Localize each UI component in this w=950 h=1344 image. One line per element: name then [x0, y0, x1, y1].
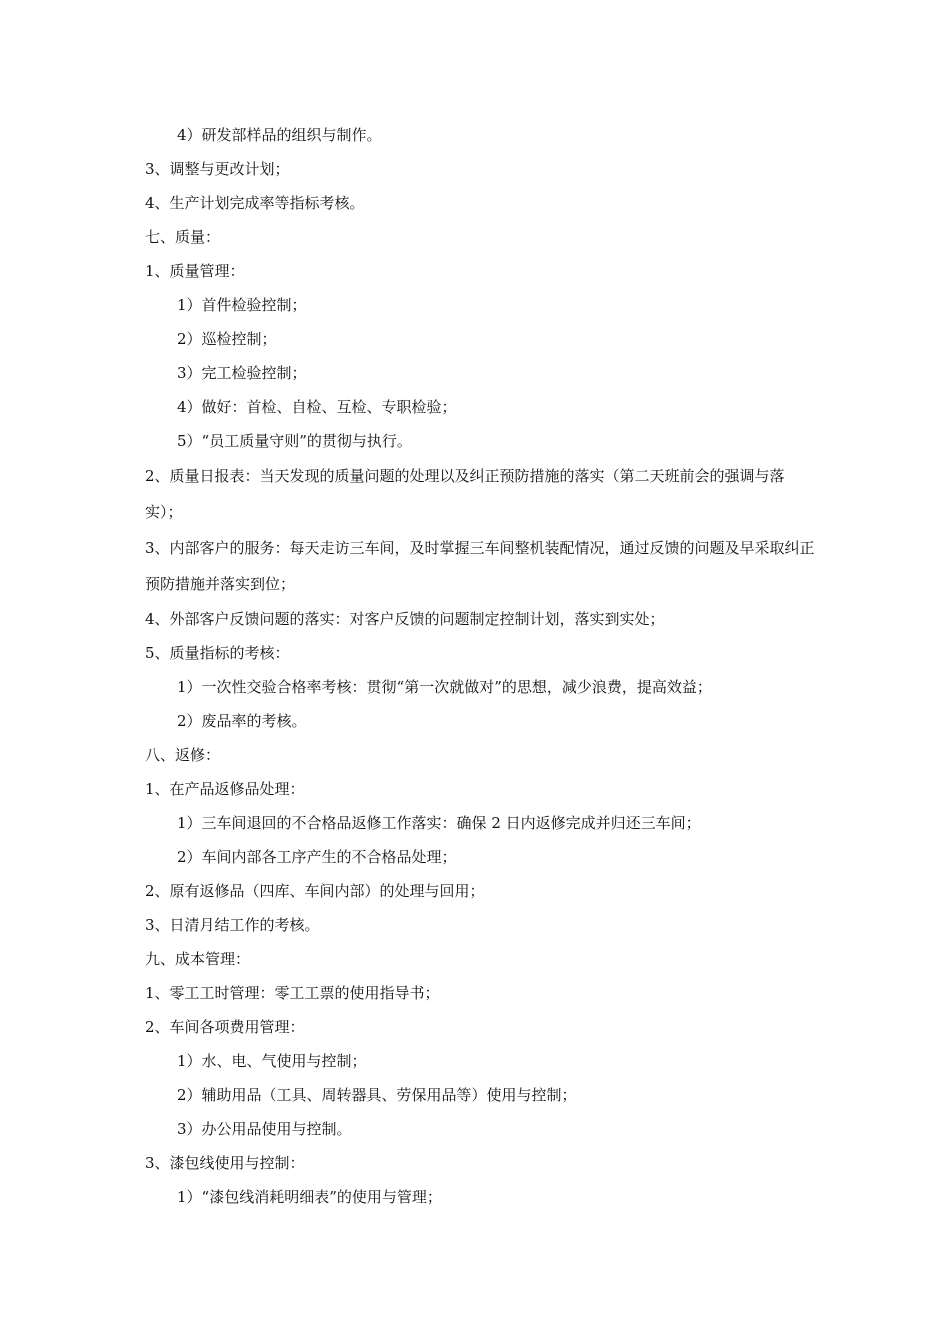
- list-item: 5）“员工质量守则”的贯彻与执行。: [177, 432, 412, 450]
- list-item: 1、在产品返修品处理：: [145, 780, 305, 798]
- list-item: 1）一次性交验合格率考核：贯彻“第一次就做对”的思想，减少浪费，提高效益；: [177, 678, 712, 696]
- list-item: 4、外部客户反馈问题的落实：对客户反馈的问题制定控制计划，落实到实处；: [145, 610, 665, 628]
- list-item: 4、生产计划完成率等指标考核。: [145, 194, 365, 212]
- list-item: 2）废品率的考核。: [177, 712, 307, 730]
- list-item: 3、日清月结工作的考核。: [145, 916, 320, 934]
- list-item: 1）“漆包线消耗明细表”的使用与管理；: [177, 1188, 442, 1206]
- section-heading: 七、质量：: [145, 228, 221, 246]
- list-item: 2、车间各项费用管理：: [145, 1018, 305, 1036]
- list-item: 4）研发部样品的组织与制作。: [177, 126, 382, 144]
- list-item: 1、质量管理：: [145, 262, 245, 280]
- list-item: 1）水、电、气使用与控制；: [177, 1052, 367, 1070]
- list-item: 3）办公用品使用与控制。: [177, 1120, 352, 1138]
- list-item: 2、质量日报表：当天发现的质量问题的处理以及纠正预防措施的落实（第二天班前会的强调与落实）；: [145, 467, 785, 521]
- list-item: 5、质量指标的考核：: [145, 644, 290, 662]
- section-heading: 九、成本管理：: [145, 950, 251, 968]
- list-item: 3、调整与更改计划；: [145, 160, 290, 178]
- document-body: [145, 118, 815, 1214]
- list-item: 4）做好：首检、自检、互检、专职检验；: [177, 398, 457, 416]
- list-item: 3、漆包线使用与控制：: [145, 1154, 305, 1172]
- list-item: 2）车间内部各工序产生的不合格品处理；: [177, 848, 457, 866]
- list-item: 1、零工工时管理：零工工票的使用指导书；: [145, 984, 440, 1002]
- list-item: 2）巡检控制；: [177, 330, 277, 348]
- list-item: 3、内部客户的服务：每天走访三车间，及时掌握三车间整机装配情况，通过反馈的问题及早采取纠正预防措施并落实到位；: [145, 539, 815, 593]
- list-item: 2）辅助用品（工具、周转器具、劳保用品等）使用与控制；: [177, 1086, 577, 1104]
- list-item: 3）完工检验控制；: [177, 364, 307, 382]
- section-heading: 八、返修：: [145, 746, 221, 764]
- list-item: 2、原有返修品（四库、车间内部）的处理与回用；: [145, 882, 485, 900]
- list-item: 1）三车间退回的不合格品返修工作落实：确保 2 日内返修完成并归还三车间；: [177, 814, 701, 832]
- list-item: 1）首件检验控制；: [177, 296, 307, 314]
